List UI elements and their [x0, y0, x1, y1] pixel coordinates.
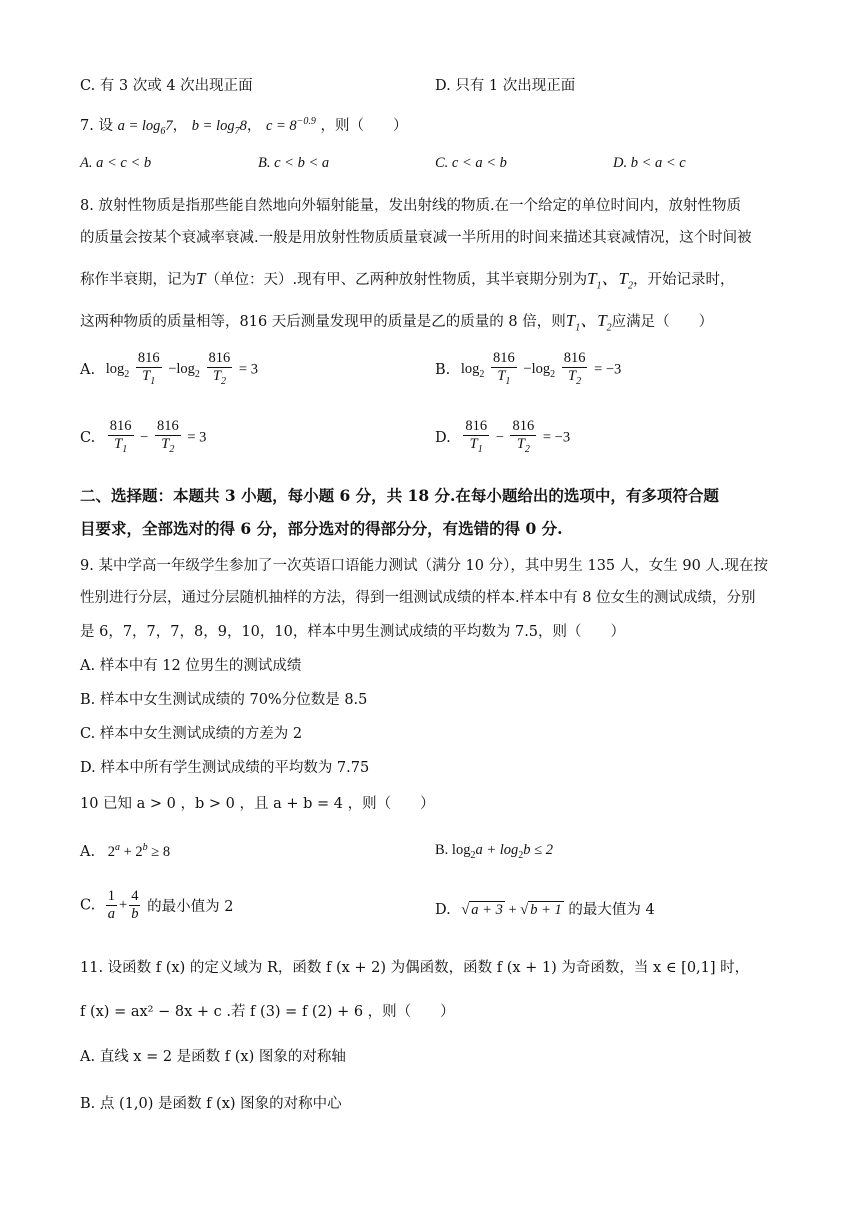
- q9-option-c: C. 样本中女生测试成绩的方差为 2: [80, 726, 303, 742]
- q9-line3: 是 6，7，7，7，8，9，10，10，样本中男生测试成绩的平均数为 7.5，则（ ）: [80, 624, 626, 640]
- q7-stem: 7. 设 $a = \log_67$， $b = \log_78$， $c = 8^{-0.9}$ ，则（ ）: [80, 116, 408, 137]
- q8-option-d: D. $\frac{816}{T_1}$ − $\frac{816}{T_2}$ = −3: [435, 418, 571, 455]
- q7-option-b: B. c < b < a: [258, 155, 330, 171]
- q10-stem: 10 已知 a > 0 ，b > 0 ，且 a + b = 4 ，则（ ）: [80, 796, 435, 812]
- q11-option-b: B. 点 (1,0) 是函数 f (x) 图象的对称中心: [80, 1096, 342, 1112]
- q8-line1: 8. 放射性物质是指那些能自然地向外辐射能量，发出射线的物质.在一个给定的单位时间内，放射性物质: [80, 198, 742, 214]
- section2-heading-line2: 目要求，全部选对的得 6 分，部分选对的得部分分，有选错的得 0 分.: [80, 519, 563, 538]
- q7-option-c: C. c < a < b: [435, 155, 507, 171]
- q8-line3: 称作半衰期，记为T（单位：天）.现有甲、乙两种放射性物质，其半衰期分别为$T_1$、$T_2$，开始记录时，: [80, 269, 735, 292]
- q8-option-b: B. $\log_2$ $\frac{816}{T_1}$ $-\log_2$ $\frac{816}{T_2}$ = −3: [435, 350, 622, 387]
- q9-option-d: D. 样本中所有学生测试成绩的平均数为 7.75: [80, 760, 370, 776]
- q8-option-a: A. $\log_2$ $\frac{816}{T_1}$ $-\log_2$ $\frac{816}{T_2}$ = 3: [80, 350, 258, 387]
- q8-line2: 的质量会按某个衰减率衰减.一般是用放射性物质质量衰减一半所用的时间来描述其衰减情况，这个时间被: [80, 230, 752, 246]
- q8-line4: 这两种物质的质量相等，816 天后测量发现甲的质量是乙的质量的 8 倍，则$T_1$、$T_2$应满足（ ）: [80, 311, 714, 334]
- q9-line2: 性别进行分层，通过分层随机抽样的方法，得到一组测试成绩的样本.样本中有 8 位女生的测试成绩，分别: [80, 590, 756, 606]
- q6-option-c: C. 有 3 次或 4 次出现正面: [80, 78, 253, 94]
- q10-option-c: C. $\frac{1}{a}$ + $\frac{4}{b}$ 的最小值为 2: [80, 888, 234, 922]
- q9-line1: 9. 某中学高一年级学生参加了一次英语口语能力测试（满分 10 分），其中男生 135 人，女生 90 人.现在按: [80, 558, 769, 574]
- q6-option-d: D. 只有 1 次出现正面: [435, 78, 576, 94]
- q11-line1: 11. 设函数 f (x) 的定义域为 R，函数 f (x + 2) 为偶函数，函数 f (x + 1) 为奇函数，当 x ∈ [0,1] 时，: [80, 960, 750, 976]
- q8-option-c: C. $\frac{816}{T_1}$ − $\frac{816}{T_2}$ = 3: [80, 418, 207, 455]
- q10-option-d: D. √ a + 3 + √ b + 1 的最大值为 4: [435, 902, 655, 918]
- q11-option-a: A. 直线 x = 2 是函数 f (x) 图象的对称轴: [80, 1049, 346, 1065]
- q7-option-d: D. b < a < c: [613, 155, 686, 171]
- q11-line2: f (x) = ax² − 8x + c .若 f (3) = f (2) + 6 ，则（ ）: [80, 1004, 455, 1020]
- q10-option-b: B. $\log_2a + \log_2b \le 2$: [435, 842, 553, 861]
- q7-option-a: A. a < c < b: [80, 155, 152, 171]
- section2-heading-line1: 二、选择题：本题共 3 小题，每小题 6 分，共 18 分.在每小题给出的选项中，有多项符合题: [80, 486, 719, 505]
- q9-option-a: A. 样本中有 12 位男生的测试成绩: [80, 658, 302, 674]
- q10-option-a: A. $2^a + 2^b \ge 8$: [80, 842, 171, 860]
- q9-option-b: B. 样本中女生测试成绩的 70%分位数是 8.5: [80, 692, 368, 708]
